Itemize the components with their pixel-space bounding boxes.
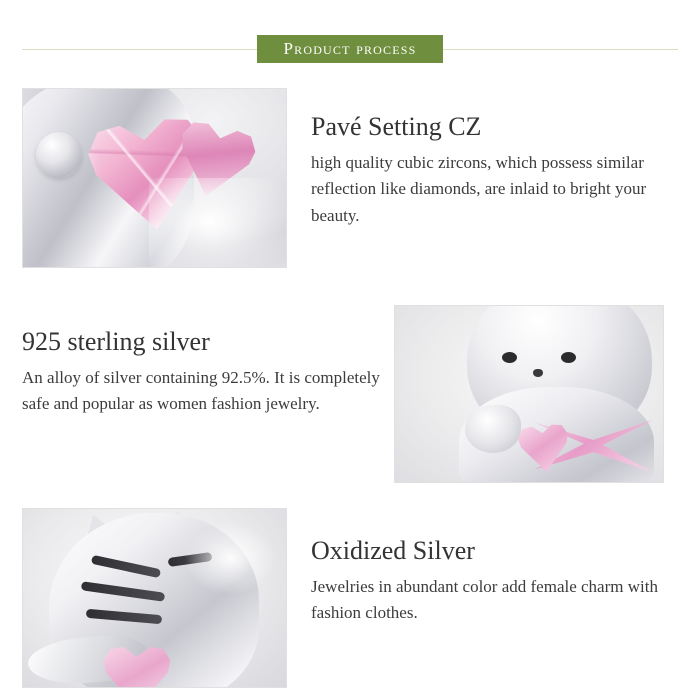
cat-paw-shape	[465, 405, 521, 453]
section-oxidized-silver	[22, 508, 681, 688]
section-text-block	[311, 508, 681, 627]
section-text-block	[22, 305, 382, 418]
header-rule-left	[22, 49, 257, 50]
section-title: Pavé Setting CZ	[311, 112, 482, 141]
cat-charm-with-pink-bow-image	[394, 305, 664, 483]
product-artwork	[395, 306, 663, 482]
section-text-block	[311, 88, 681, 229]
pink-heart-cubic-zircon-closeup-image	[22, 88, 287, 268]
header-rule-right	[443, 49, 678, 50]
product-artwork	[23, 89, 286, 267]
light-glow	[186, 523, 275, 594]
section-925-sterling-silver	[22, 305, 664, 483]
section-title: 925 sterling silver	[22, 327, 210, 356]
page-header	[0, 34, 700, 64]
section-body: An alloy of silver containing 92.5%. It is completely safe and popular as women fashion jewelry.	[22, 367, 380, 414]
cat-eye-right	[561, 352, 576, 363]
light-glow	[149, 178, 287, 268]
cat-eye-left	[502, 352, 517, 363]
section-title: Oxidized Silver	[311, 536, 475, 565]
section-body: Jewelries in abundant color add female charm with fashion clothes.	[311, 576, 658, 623]
section-body: high quality cubic zircons, which possess similar reflection like diamonds, are inlaid to bright your beauty.	[311, 152, 647, 225]
oxidized-silver-cat-detail-image	[22, 508, 287, 688]
silver-bead-shape	[36, 132, 82, 178]
page-title: Product process	[257, 35, 442, 63]
section-pave-setting-cz	[22, 88, 681, 268]
product-artwork	[23, 509, 286, 687]
